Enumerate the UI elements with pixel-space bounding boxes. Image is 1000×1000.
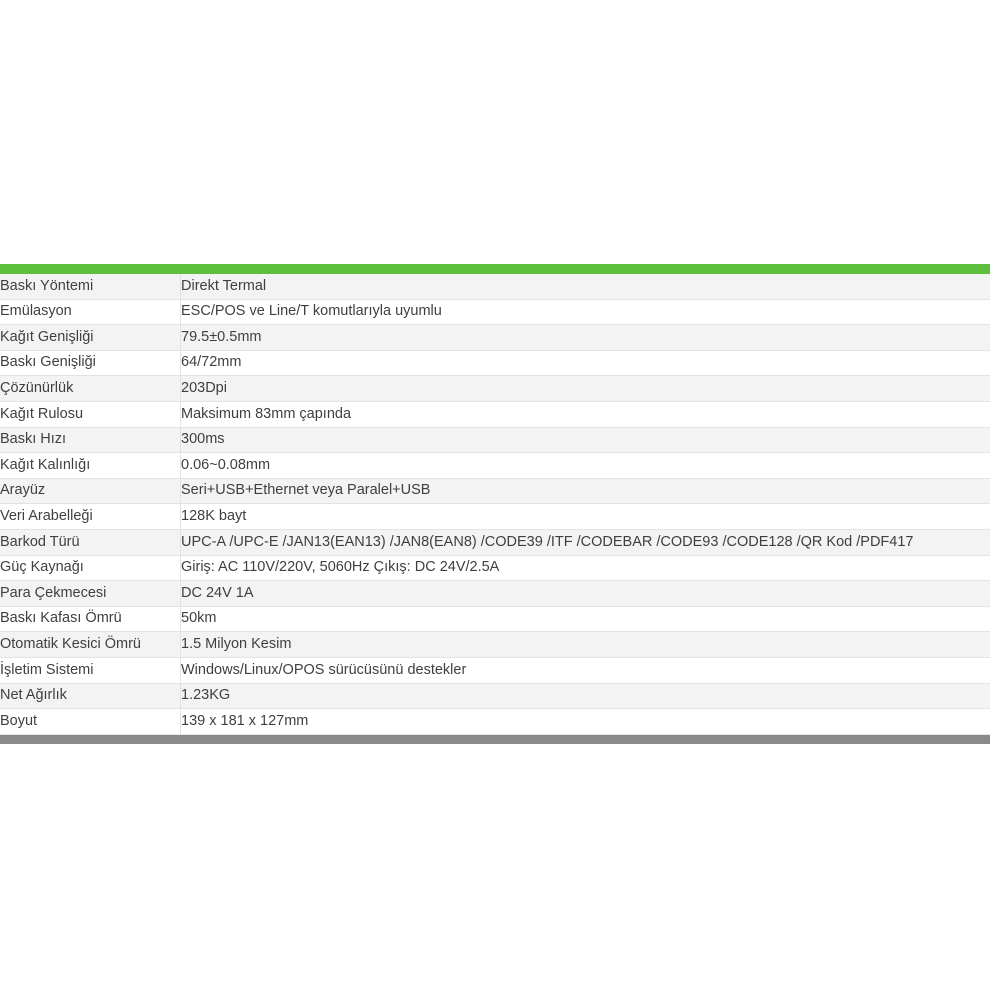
spec-value: 1.23KG xyxy=(181,683,991,709)
spec-value: DC 24V 1A xyxy=(181,581,991,607)
table-row xyxy=(0,555,990,581)
spec-value: 128K bayt xyxy=(181,504,991,530)
specifications-table-block xyxy=(0,264,990,744)
spec-key: Barkod Türü xyxy=(0,529,181,555)
spec-key: Güç Kaynağı xyxy=(0,555,181,581)
table-row xyxy=(0,581,990,607)
table-row xyxy=(0,657,990,683)
table-row xyxy=(0,401,990,427)
spec-key: Çözünürlük xyxy=(0,376,181,402)
spec-value: Windows/Linux/OPOS sürücüsünü destekler xyxy=(181,657,991,683)
spec-value: Maksimum 83mm çapında xyxy=(181,401,991,427)
spec-key: Baskı Kafası Ömrü xyxy=(0,606,181,632)
specifications-table-body xyxy=(0,274,990,734)
table-bottom-bar xyxy=(0,735,990,744)
table-top-accent-bar xyxy=(0,264,990,274)
spec-value: 79.5±0.5mm xyxy=(181,325,991,351)
spec-key: Veri Arabelleği xyxy=(0,504,181,530)
table-row xyxy=(0,529,990,555)
spec-value: ESC/POS ve Line/T komutlarıyla uyumlu xyxy=(181,299,991,325)
table-row xyxy=(0,427,990,453)
spec-value: 50km xyxy=(181,606,991,632)
spec-key: Kağıt Rulosu xyxy=(0,401,181,427)
spec-value: Seri+USB+Ethernet veya Paralel+USB xyxy=(181,478,991,504)
table-row xyxy=(0,453,990,479)
table-row xyxy=(0,376,990,402)
spec-value: 139 x 181 x 127mm xyxy=(181,709,991,735)
spec-key: Baskı Yöntemi xyxy=(0,274,181,299)
spec-value: 0.06~0.08mm xyxy=(181,453,991,479)
spec-value: Direkt Termal xyxy=(181,274,991,299)
spec-key: Arayüz xyxy=(0,478,181,504)
spec-key: Kağıt Genişliği xyxy=(0,325,181,351)
table-row xyxy=(0,350,990,376)
spec-value: 300ms xyxy=(181,427,991,453)
spec-value: Giriş: AC 110V/220V, 5060Hz Çıkış: DC 24V/2.5A xyxy=(181,555,991,581)
spec-key: Kağıt Kalınlığı xyxy=(0,453,181,479)
spec-key: Net Ağırlık xyxy=(0,683,181,709)
spec-value: UPC-A /UPC-E /JAN13(EAN13) /JAN8(EAN8) /CODE39 /ITF /CODEBAR /CODE93 /CODE128 /QR Kod /PDF417 xyxy=(181,529,991,555)
table-row xyxy=(0,299,990,325)
table-row xyxy=(0,478,990,504)
spec-key: Otomatik Kesici Ömrü xyxy=(0,632,181,658)
table-row xyxy=(0,683,990,709)
table-row xyxy=(0,325,990,351)
table-row xyxy=(0,632,990,658)
table-row xyxy=(0,274,990,299)
spec-key: Emülasyon xyxy=(0,299,181,325)
spec-value: 64/72mm xyxy=(181,350,991,376)
table-row xyxy=(0,606,990,632)
spec-value: 1.5 Milyon Kesim xyxy=(181,632,991,658)
spec-value: 203Dpi xyxy=(181,376,991,402)
spec-key: Baskı Hızı xyxy=(0,427,181,453)
spec-key: Para Çekmecesi xyxy=(0,581,181,607)
spec-key: İşletim Sistemi xyxy=(0,657,181,683)
spec-key: Baskı Genişliği xyxy=(0,350,181,376)
spec-key: Boyut xyxy=(0,709,181,735)
table-row xyxy=(0,504,990,530)
table-row xyxy=(0,709,990,735)
specifications-table xyxy=(0,274,990,735)
